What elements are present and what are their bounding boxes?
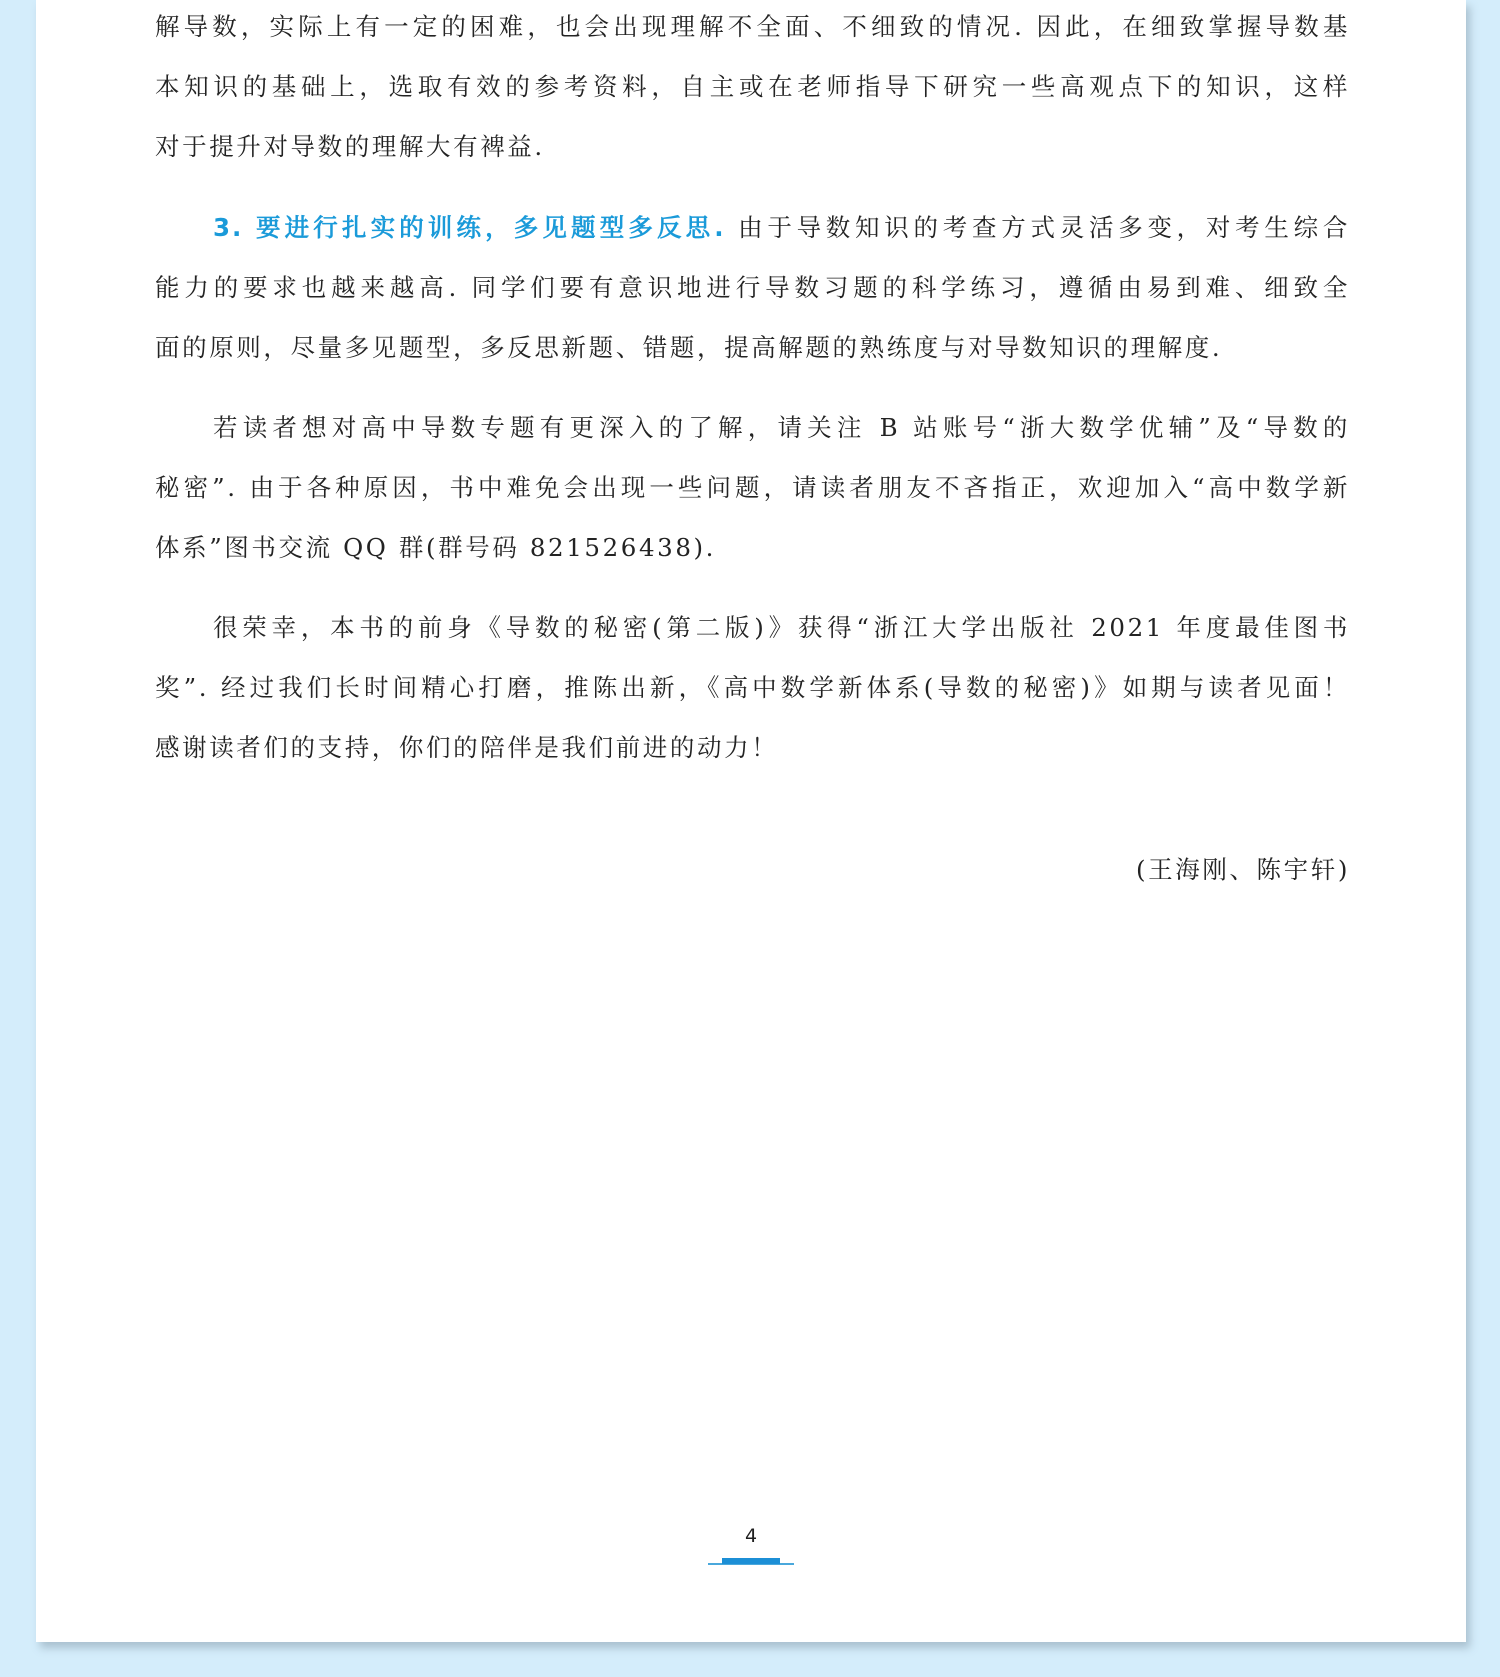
paragraph-line: 很荣幸，本书的前身《导数的秘密(第二版)》获得“浙江大学出版社 2021 年度最佳图书 bbox=[213, 613, 1350, 642]
paragraph-line: 若读者想对高中导数专题有更深入的了解，请关注 B 站账号“浙大数学优辅”及“导数的 bbox=[213, 413, 1350, 442]
book-page bbox=[36, 0, 1466, 1642]
paragraph-3 bbox=[155, 398, 1350, 578]
paragraph-line: 体系”图书交流 QQ 群(群号码 821526438). bbox=[155, 533, 717, 562]
paragraph-line: 面的原则，尽量多见题型，多反思新题、错题，提高解题的熟练度与对导数知识的理解度. bbox=[155, 333, 1223, 362]
paragraph-text: 由于导数知识的考查方式灵活多变，对考生综合 bbox=[725, 213, 1350, 242]
paragraph-1 bbox=[155, 0, 1350, 177]
paragraph-line: 秘密”. 由于各种原因，书中难免会出现一些问题，请读者朋友不吝指正，欢迎加入“高中数学新 bbox=[155, 473, 1350, 502]
page-number-bar bbox=[722, 1558, 780, 1564]
paragraph-line: 感谢读者们的支持，你们的陪伴是我们前进的动力！ bbox=[155, 733, 779, 762]
page-number: 4 bbox=[744, 1525, 758, 1547]
author-signature: (王海刚、陈宇轩) bbox=[1135, 855, 1350, 884]
paragraph-line: 奖”. 经过我们长时间精心打磨，推陈出新，《高中数学新体系(导数的秘密)》如期与读者见面！ bbox=[155, 673, 1350, 702]
paragraph-2 bbox=[155, 198, 1350, 378]
section-heading: 3. 要进行扎实的训练，多见题型多反思. bbox=[213, 213, 726, 242]
paragraph-line: 解导数，实际上有一定的困难，也会出现理解不全面、不细致的情况. 因此，在细致掌握导数基 bbox=[155, 12, 1350, 41]
paragraph-line bbox=[155, 198, 1350, 258]
paragraph-line: 对于提升对导数的理解大有裨益. bbox=[155, 132, 545, 161]
paragraph-4 bbox=[155, 598, 1350, 778]
paragraph-line: 能力的要求也越来越高. 同学们要有意识地进行导数习题的科学练习，遵循由易到难、细致全 bbox=[155, 273, 1350, 302]
paragraph-line: 本知识的基础上，选取有效的参考资料，自主或在老师指导下研究一些高观点下的知识，这样 bbox=[155, 72, 1350, 101]
